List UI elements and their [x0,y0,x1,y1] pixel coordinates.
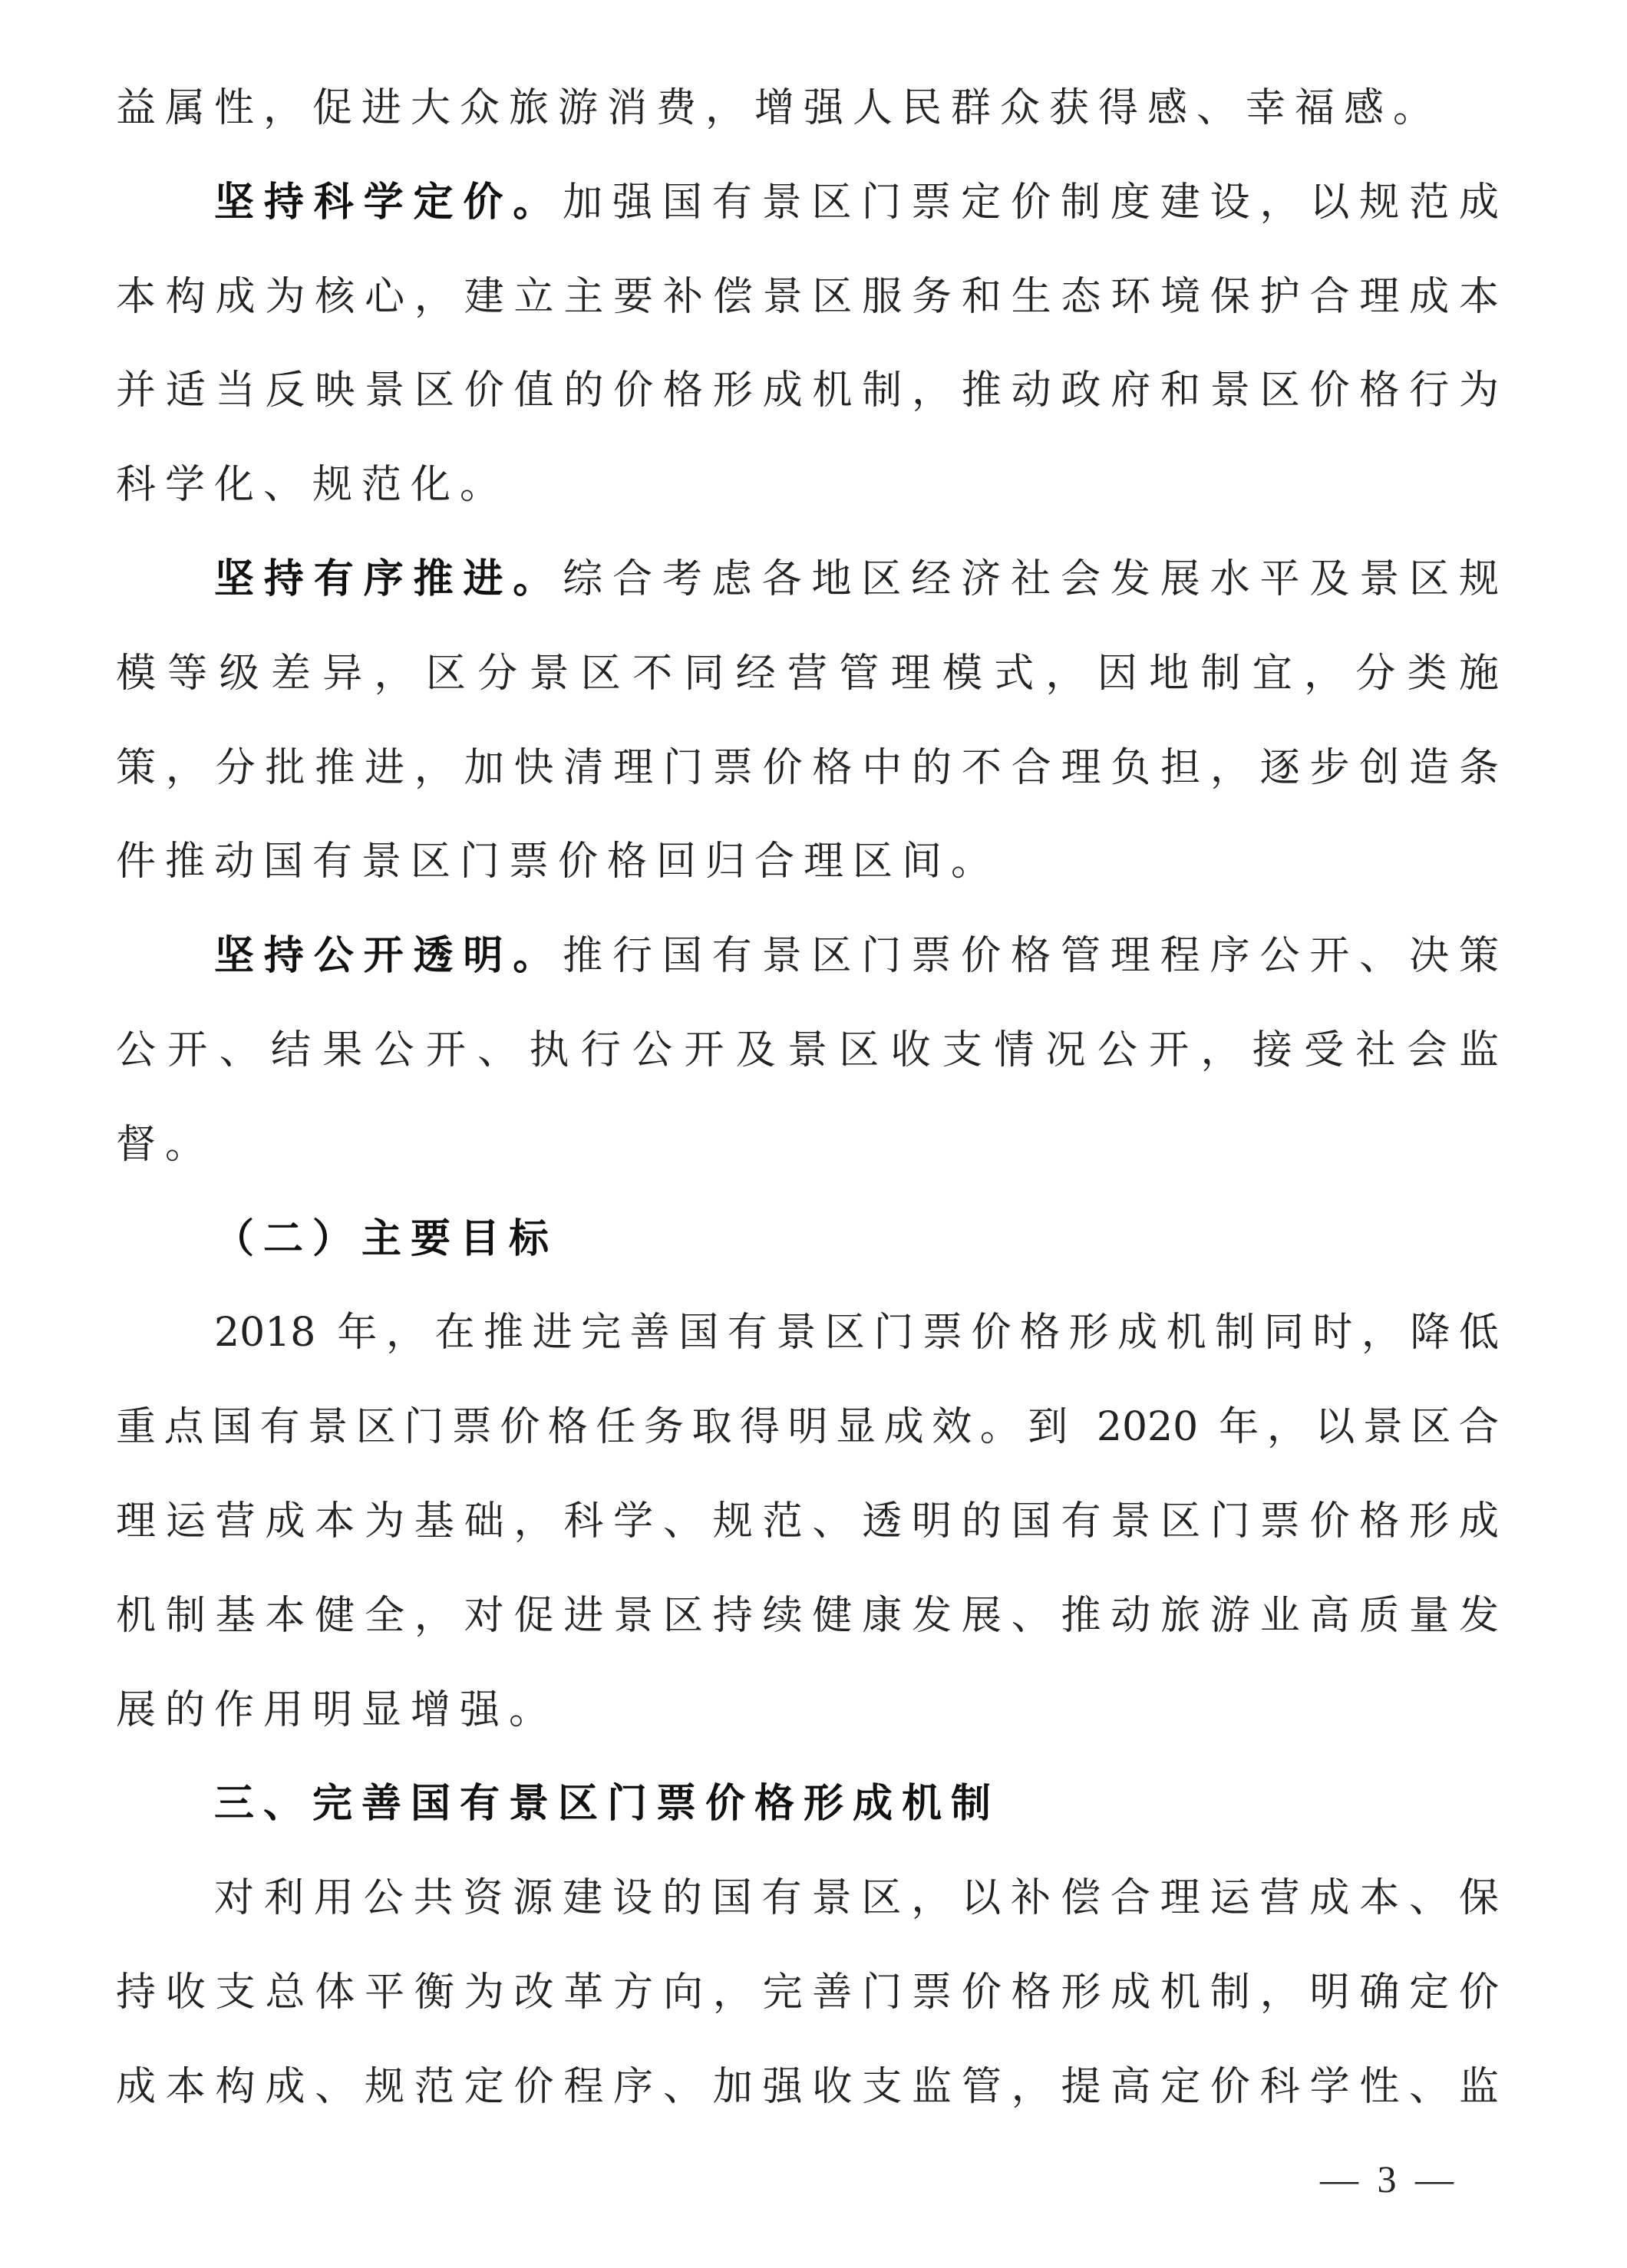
text-line [116,360,1499,421]
line-text: 推行国有景区门票价格管理程序公开、决策 [563,933,1499,980]
line-text: 成本构成、规范定价程序、加强收支监管，提高定价科学性、监 [116,2063,1499,2110]
text-line [214,925,1499,987]
paragraph-lead: 坚持科学定价。 [214,178,563,226]
line-text: 公开、结果公开、执行公开及景区收支情况公开，接受社会监 [116,1027,1499,1073]
line-text: 持收支总体平衡为改革方向，完善门票价格形成机制，明确定价 [116,1970,1499,2016]
line-text: 展的作用明显增强。 [116,1686,559,1733]
line-text: （二）主要目标 [214,1215,559,1262]
line-text: 综合考虑各地区经济社会发展水平及景区规 [563,556,1499,602]
text-line [116,1491,1499,1552]
text-line [116,2056,1499,2118]
text-line [116,643,1499,704]
text-line [116,831,1499,892]
text-line [116,454,1499,516]
page-number: — 3 — [1320,2158,1458,2200]
text-line [214,549,1499,610]
line-text: 科学化、规范化。 [116,462,510,509]
text-line [116,1962,1499,2023]
line-text: 2018 年，在推进完善国有景区门票价格形成机制同时，降低 [214,1310,1499,1357]
text-line [214,1867,1499,1929]
text-line [116,1585,1499,1647]
line-text: 并适当反映景区价值的价格形成机制，推动政府和景区价格行为 [116,368,1499,414]
text-line [116,1114,1499,1175]
line-text: 加强国有景区门票定价制度建设，以规范成 [563,179,1499,226]
line-text: 理运营成本为基础，科学、规范、透明的国有景区门票价格形成 [116,1498,1499,1544]
line-text: 机制基本健全，对促进景区持续健康发展、推动旅游业高质量发 [116,1592,1499,1639]
text-line [116,77,1499,139]
line-text: 重点国有景区门票价格任务取得明显成效。到 2020 年，以景区合 [116,1404,1499,1451]
line-text: 益属性，促进大众旅游消费，增强人民群众获得感、幸福感。 [116,85,1443,131]
line-text: 件推动国有景区门票价格回归合理区间。 [116,839,1001,885]
text-line [116,737,1499,799]
text-line [116,1680,1499,1741]
text-line [116,1020,1499,1081]
line-text: 策，分批推进，加快清理门票价格中的不合理负担，逐步创造条 [116,744,1499,791]
line-text: 督。 [116,1121,215,1168]
text-line [116,266,1499,328]
text-line [116,1396,1499,1458]
line-text: 模等级差异，区分景区不同经营管理模式，因地制宜，分类施 [116,650,1499,697]
section-heading [214,1773,1499,1835]
text-line [214,172,1499,233]
line-text: 本构成为核心，建立主要补偿景区服务和生态环境保护合理成本 [116,273,1499,320]
section-heading [214,1208,1499,1270]
line-text: 对利用公共资源建设的国有景区，以补偿合理运营成本、保 [214,1875,1499,1922]
line-text: 三、完善国有景区门票价格形成机制 [214,1780,1001,1828]
paragraph-lead: 坚持有序推进。 [214,555,563,602]
text-line [214,1302,1499,1363]
paragraph-lead: 坚持公开透明。 [214,932,563,980]
